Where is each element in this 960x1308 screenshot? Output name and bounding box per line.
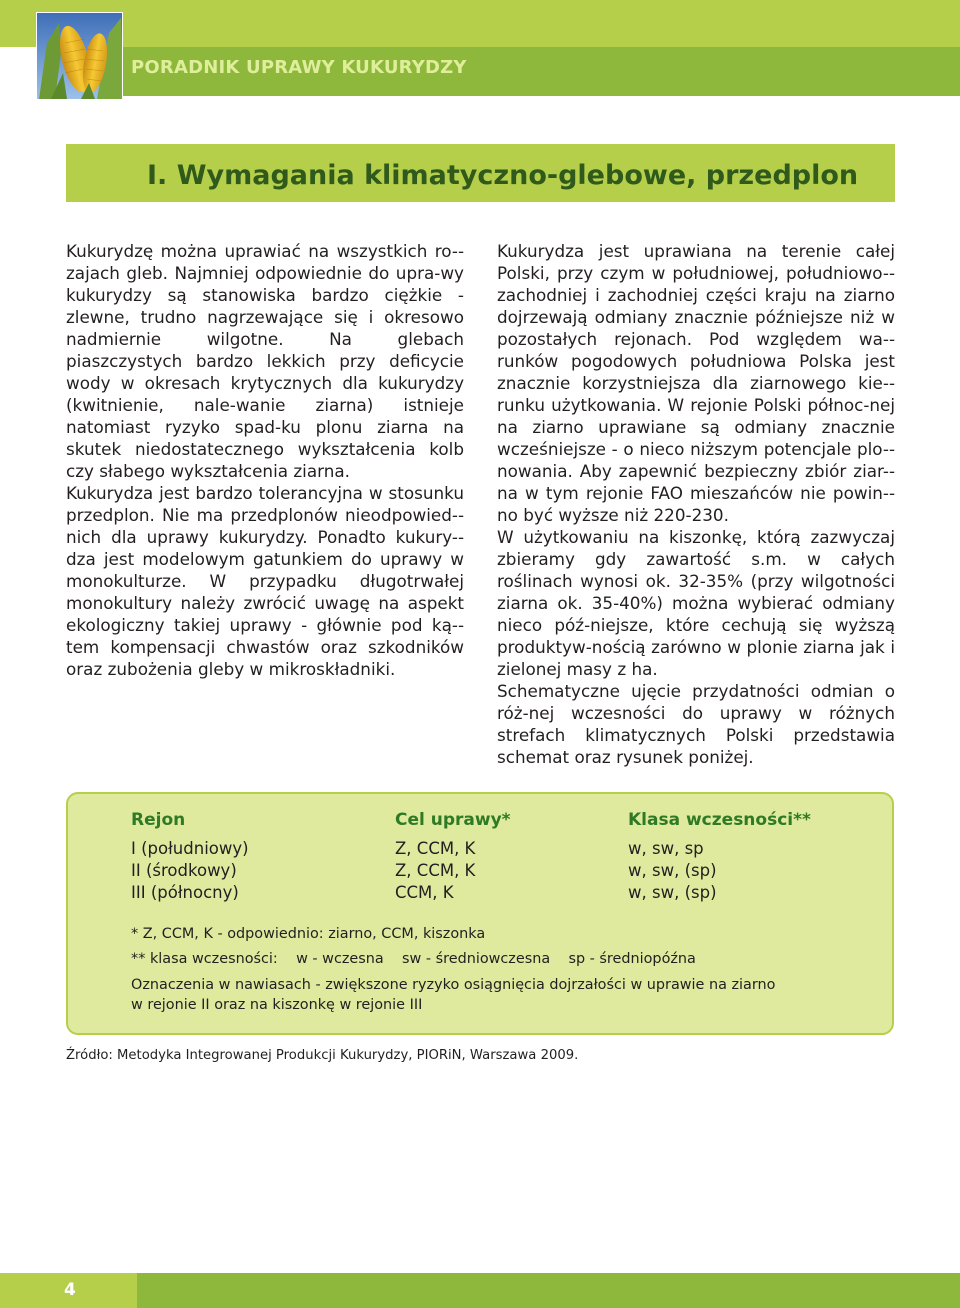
header-band (0, 0, 960, 47)
footnote-nawiasy-line2: w rejonie II oraz na kiszonkę w rejonie III (131, 997, 423, 1013)
table-cell: III (północny) (131, 883, 239, 902)
right-column (497, 240, 895, 768)
footer-strip (0, 1273, 960, 1308)
table-cell: Z, CCM, K (395, 839, 476, 858)
table-cell: w, sw, sp (628, 839, 704, 858)
footnote-cel-uprawy: * Z, CCM, K - odpowiednio: ziarno, CCM, kiszonka (131, 926, 486, 942)
footnote-klasa-wczesnosci: ** klasa wczesności: w - wczesna sw - średniowczesna sp - średniopóźna (131, 951, 696, 967)
table-header-rejon: Rejon (131, 810, 186, 830)
table-cell: w, sw, (sp) (628, 883, 717, 902)
page-number: 4 (0, 1273, 137, 1308)
paragraph: Schematyczne ujęcie przydatności odmian o róż-nej wczesności do uprawy w różnych strefach klimatycznych Polski przedstawia schemat oraz rysunek poniżej. (497, 681, 895, 767)
table-cell: II (środkowy) (131, 861, 237, 880)
table-cell: w, sw, (sp) (628, 861, 717, 880)
left-column (66, 240, 464, 680)
paragraph: Kukurydza jest bardzo tolerancyjna w stosunku przedplon. Nie ma przedplonów nieodpowied-nich dla uprawy kukurydzy. Ponadto kukury-dza jest modelowym gatunkiem do uprawy w monokulturze. W przypadku długotrwałej monokultury należy zwrócić uwagę na aspekt ekologiczny takiej uprawy - głównie pod ką-tem kompensacji chwastów oraz szkodników oraz zubożenia gleby w mikroskładniki. (66, 483, 464, 679)
table-cell: I (południowy) (131, 839, 249, 858)
table-header-cel-uprawy: Cel uprawy* (395, 810, 511, 830)
paragraph: Kukurydza jest uprawiana na terenie całej Polski, przy czym w południowej, południowo-zachodniej i zachodniej części kraju na ziarno dojrzewają odmiany znacznie późniejsze niż w pozostałych rejonach. Pod względem wa-runków pogodowych południowa Polska jest znacznie korzystniejsza dla ziarnowego kie-runku użytkowania. W rejonie Polski północ-nej na ziarno uprawiane są odmiany znacznie wcześniejsze - o nieco niższym potencjale plo-nowania. Aby zapewnić bezpieczny zbiór ziar-na w tym rejonie FAO mieszańców nie powin-no być wyższe niż 220-230. (497, 241, 895, 525)
paragraph: Kukurydzę można uprawiać na wszystkich ro-zajach gleb. Najmniej odpowiednie do upra-wy kukurydzy są stanowiska bardzo ciężkie - zlewne, trudno nagrzewające się i okresowo nadmiernie wilgotne. Na glebach piaszczystych bardzo lekkich przy deficycie wody w okresach krytycznych dla kukurydzy (kwitnienie, nale-wanie ziarna) istnieje natomiast ryzyko spad-ku plonu ziarna na skutek niedostatecznego wykształcenia kolb czy słabego wykształcenia ziarna. (66, 241, 464, 481)
header-title: PORADNIK UPRAWY KUKURYDZY (131, 57, 467, 78)
table-header-klasa-wczesnosci: Klasa wczesności** (628, 810, 811, 830)
source-citation: Źródło: Metodyka Integrowanej Produkcji Kukurydzy, PIORiN, Warszawa 2009. (66, 1048, 579, 1063)
footnote-nawiasy-line1: Oznaczenia w nawiasach - zwiększone ryzyko osiągnięcia dojrzałości w uprawie na ziarno (131, 977, 776, 993)
table-cell: CCM, K (395, 883, 454, 902)
section-title: I. Wymagania klimatyczno-glebowe, przedplon (147, 160, 859, 191)
corn-cob-photo-icon (36, 12, 123, 100)
paragraph: W użytkowaniu na kiszonkę, którą zazwyczaj zbieramy gdy zawartość s.m. w całych roślinach wynosi ok. 32-35% (przy wilgotności ziarna ok. 35-40%) można wybierać odmiany nieco póź-niejsze, które cechują się wyższą produktyw-nością zarówno w plonie ziarna jak i zielonej masy z ha. (497, 527, 895, 679)
table-cell: Z, CCM, K (395, 861, 476, 880)
